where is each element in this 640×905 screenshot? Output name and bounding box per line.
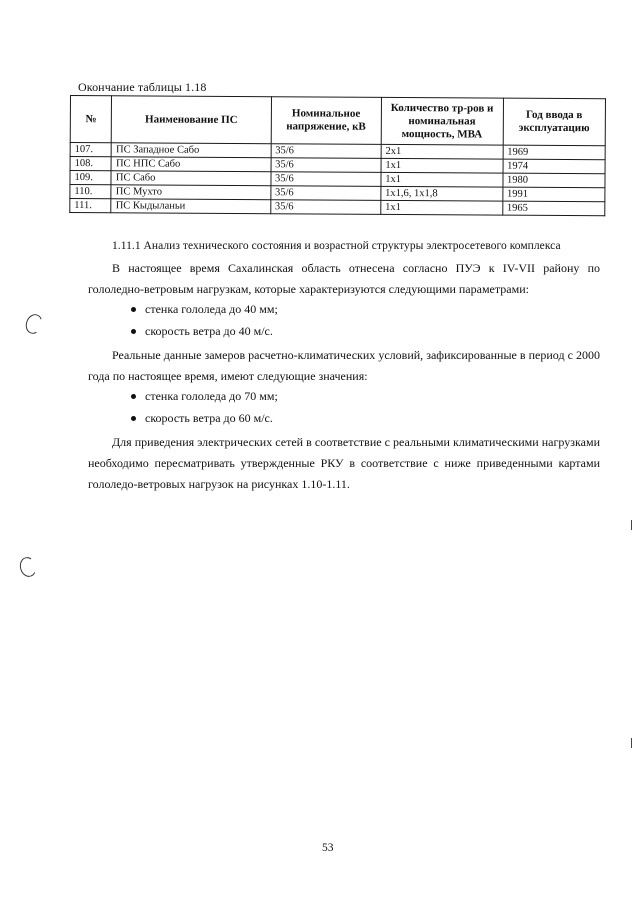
cell-num: 111. [70, 199, 111, 213]
cell-transformers: 1x1 [381, 172, 503, 187]
paragraph-conclusion: Для приведения электрических сетей в соответствие с реальными климатическими нагрузками необходимо пересматривать утвержденные РКУ в соответствие с ниже приведенными картами гололедо-ветровых нагрузок на рисунках 1.10-1.11. [88, 435, 600, 491]
cell-voltage: 35/6 [271, 144, 381, 159]
bullet-text: стенка гололеда до 40 мм; [145, 302, 278, 316]
cell-year: 1969 [503, 145, 606, 160]
table-row [70, 199, 605, 216]
bullet-dot-icon [131, 394, 136, 399]
bullet-dot-icon [131, 329, 136, 334]
bullet-item [131, 301, 278, 317]
page-number: 53 [322, 842, 334, 854]
bullet-dot-icon [131, 307, 136, 312]
cell-name: ПС Кыдыланьи [111, 199, 270, 214]
punch-hole-mark [23, 312, 45, 336]
cell-transformers: 1x1 [381, 158, 503, 173]
bullet-dot-icon [131, 416, 136, 421]
cell-name: ПС Мухто [111, 185, 270, 200]
bullet-text: скорость ветра до 60 м/с. [145, 411, 273, 425]
cell-name: ПС НПС Сабо [111, 157, 270, 172]
cell-year: 1965 [502, 201, 605, 216]
cell-num: 108. [70, 157, 111, 171]
cell-num: 110. [70, 185, 111, 199]
bullet-text: скорость ветра до 40 м/с. [145, 324, 273, 338]
header-name: Наименование ПС [112, 96, 271, 144]
table-header-row [70, 96, 605, 146]
cell-year: 1974 [503, 159, 606, 174]
paragraph-climate-zone: В настоящее время Сахалинская область отнесена согласно ПУЭ к IV-VII району по гололедно-ветровым нагрузкам, которые характеризуются следующими параметрами: [88, 261, 600, 296]
header-year: Год ввода в эксплуатацию [503, 98, 606, 146]
cell-year: 1980 [503, 173, 606, 188]
cell-voltage: 35/6 [271, 158, 381, 173]
table-caption: Окончание таблицы 1.18 [78, 80, 207, 94]
paragraph-measurements: Реальные данные замеров расчетно-климатических условий, зафиксированные в период с 2000 года по настоящее время, имеют следующие значения: [88, 348, 600, 383]
bullet-item [131, 323, 273, 339]
cell-num: 107. [70, 143, 111, 157]
cell-transformers: 1x1,6, 1x1,8 [381, 186, 503, 201]
cell-transformers: 2x1 [381, 144, 503, 159]
section-heading: 1.11.1 Анализ технического состояния и возрастной структуры электросетевого комплекса [112, 240, 561, 252]
cell-year: 1991 [502, 187, 605, 202]
cell-transformers: 1x1 [381, 200, 503, 215]
cell-voltage: 35/6 [270, 186, 380, 201]
punch-hole-mark [18, 555, 39, 578]
bullet-item [131, 410, 273, 426]
cell-voltage: 35/6 [270, 200, 380, 215]
cell-num: 109. [70, 171, 111, 185]
cell-name: ПС Сабо [111, 171, 270, 186]
scan-edge-mark [631, 738, 632, 748]
cell-voltage: 35/6 [271, 172, 381, 187]
cell-name: ПС Западное Сабо [112, 143, 271, 158]
substations-table [69, 95, 606, 216]
bullet-text: стенка гололеда до 70 мм; [145, 389, 278, 403]
header-num: № [70, 96, 112, 143]
bullet-item [131, 388, 278, 404]
header-voltage: Номинальное напряжение, кВ [271, 97, 382, 145]
header-transformers: Количество тр-ров и номинальная мощность, МВА [381, 97, 503, 145]
scan-edge-mark [631, 520, 632, 530]
